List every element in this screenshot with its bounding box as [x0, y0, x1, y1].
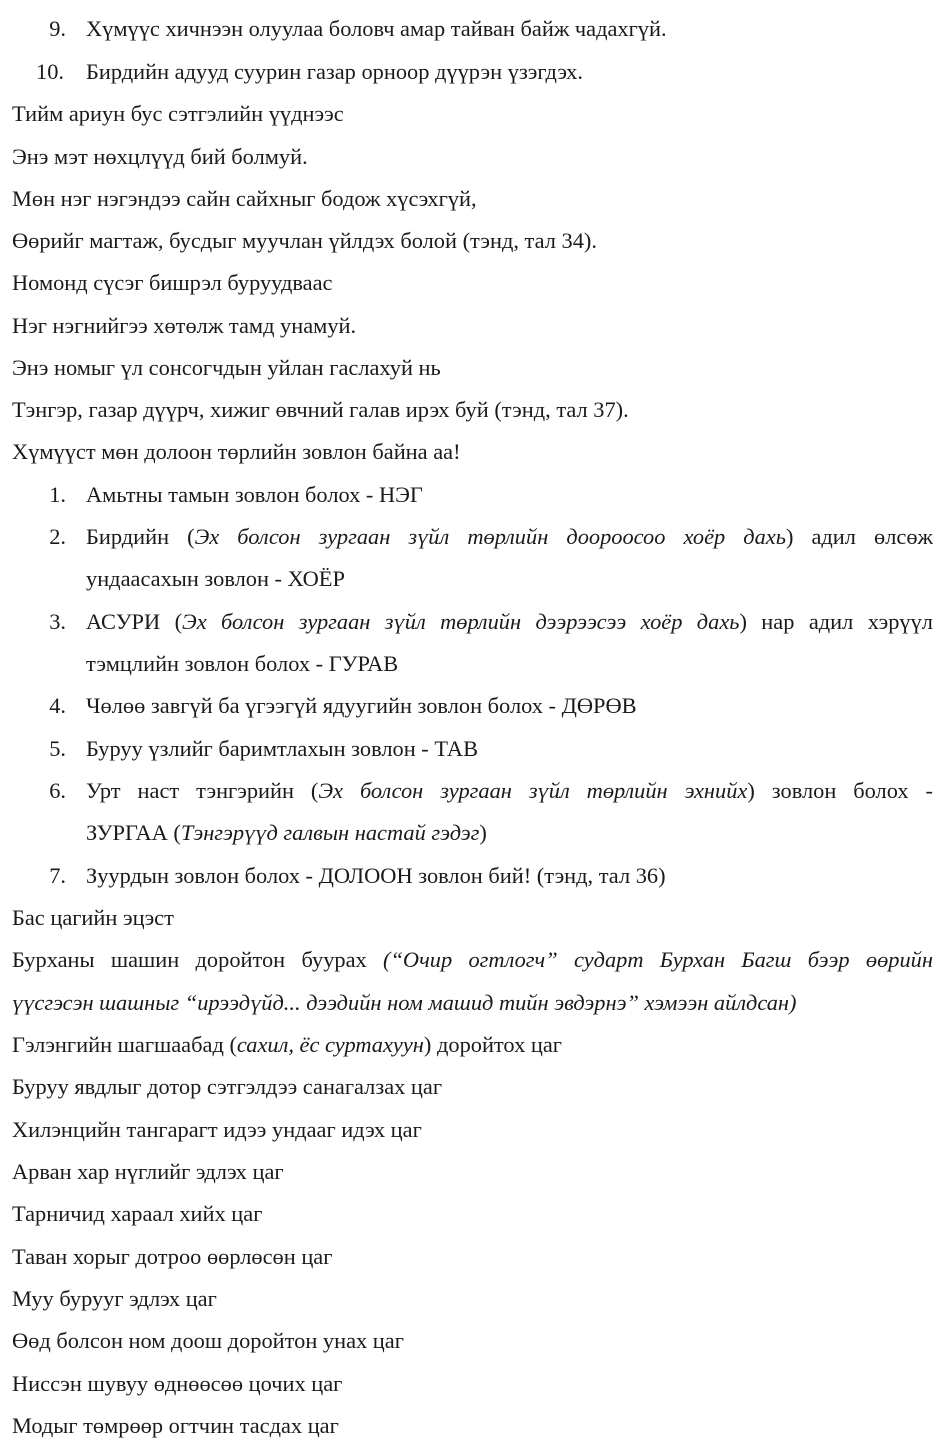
list-text [86, 777, 933, 805]
list-text: тэмцлийн зовлон болох - ГУРАВ [86, 651, 399, 676]
list-text: Амьтны тамын зовлон болох - НЭГ [86, 482, 423, 507]
text-line [12, 1031, 933, 1059]
list-text: Зуурдын зовлон болох - ДОЛООН зовлон бий! (тэнд, тал 36) [86, 863, 666, 888]
text-line: Энэ номыг үл сонсогчдын уйлан гаслахуй нь [12, 355, 441, 380]
text-run: ) зовлон болох - [747, 778, 933, 803]
text-run: АСУРИ ( [86, 609, 183, 634]
italic-run: Эх болсон зургаан зүйл төрлийн доороосоо хоёр дахь [194, 524, 786, 549]
list-text [86, 819, 933, 847]
text-run: ) доройтох цаг [423, 1032, 562, 1057]
text-run: ) адил өлсөж [785, 524, 933, 549]
list-number: 7. [49, 863, 66, 888]
text-line: Нэг нэгнийгээ хөтөлж тамд унамуй. [12, 313, 357, 338]
list-text: Хүмүүс хичнээн олуулаа боловч амар тайван байж чадахгүй. [86, 16, 667, 41]
text-line: Бас цагийн эцэст [12, 905, 174, 930]
text-line: Хилэнцийн тангарагт идээ ундааг идэх цаг [12, 1117, 422, 1142]
list-number: 10. [36, 59, 64, 84]
text-line: Таван хорыг дотроо өөрлөсөн цаг [12, 1244, 333, 1269]
italic-run: Тэнгэрүүд галвын настай гэдэг [180, 820, 480, 845]
text-run: Гэлэнгийн шагшаабад ( [12, 1032, 237, 1057]
list-text: Буруу үзлийг баримтлахын зовлон - ТАВ [86, 736, 479, 761]
italic-run: Эх болсон зургаан зүйл төрлийн эхнийх [318, 778, 748, 803]
list-number: 9. [49, 16, 66, 41]
list-number: 3. [49, 609, 66, 634]
text-line: Тийм ариун бус сэтгэлийн үүднээс [12, 101, 344, 126]
text-line: Ниссэн шувуу өднөөсөө цочих цаг [12, 1371, 343, 1396]
text-run: Урт наст тэнгэрийн ( [86, 778, 319, 803]
list-number: 5. [49, 736, 66, 761]
list-number: 4. [49, 693, 66, 718]
list-text [86, 523, 933, 551]
text-line: Энэ мэт нөхцлүүд бий болмуй. [12, 144, 308, 169]
text-line: Тэнгэр, газар дүүрч, хижиг өвчний галав ирэх буй (тэнд, тал 37). [12, 397, 629, 422]
list-text: Бирдийн адууд суурин газар орноор дүүрэн үзэгдэх. [86, 59, 583, 84]
list-number: 1. [49, 482, 66, 507]
text-line: Модыг төмрөөр огтчин тасдах цаг [12, 1413, 339, 1438]
text-line: Мөн нэг нэгэндээ сайн сайхныг бодож хүсэхгүй, [12, 186, 477, 211]
italic-run: сахил, ёс суртахуун [236, 1032, 424, 1057]
text-line: Арван хар нүглийг эдлэх цаг [12, 1159, 284, 1184]
list-text: ундаасахын зовлон - ХОЁР [86, 566, 345, 591]
list-text: Чөлөө завгүй ба үгээгүй ядуугийн зовлон болох - ДӨРӨВ [86, 693, 637, 718]
text-line-justified [12, 946, 933, 974]
text-run: ЗУРГАА ( [86, 820, 181, 845]
text-line: Муу бурууг эдлэх цаг [12, 1286, 217, 1311]
text-line: Хүмүүст мөн долоон төрлийн зовлон байна аа! [12, 439, 461, 464]
text-run: ) нар адил хэрүүл [739, 609, 933, 634]
text-line: Өөрийг магтаж, бусдыг муучлан үйлдэх болой (тэнд, тал 34). [12, 228, 597, 253]
text-run: Бирдийн ( [86, 524, 195, 549]
text-run: Бурханы шашин доройтон буурах [12, 947, 384, 972]
list-number: 6. [49, 778, 66, 803]
list-text [86, 608, 933, 636]
italic-run: (“Очир огтлогч” судapт Бурхан Багш бээр өөрийн [383, 947, 933, 972]
text-run: ) [479, 820, 487, 845]
text-line [12, 989, 933, 1017]
list-number: 2. [49, 524, 66, 549]
text-line: Номонд сүсэг бишрэл буруудваас [12, 270, 333, 295]
text-line: Тарничид хараал хийх цаг [12, 1201, 263, 1226]
text-line: Өөд болсон ном доош доройтон унах цаг [12, 1328, 404, 1353]
text-line: Буруу явдлыг дотор сэтгэлдээ санагалзах цаг [12, 1074, 443, 1099]
italic-run: Эх болсон зургаан зүйл төрлийн дээрээсээ хоёр дахь [182, 609, 740, 634]
italic-run: үүсгэсэн шашныг “ирээдүйд... дээдийн ном машид тийн эвдэрнэ” хэмээн айлдсан) [12, 990, 797, 1015]
